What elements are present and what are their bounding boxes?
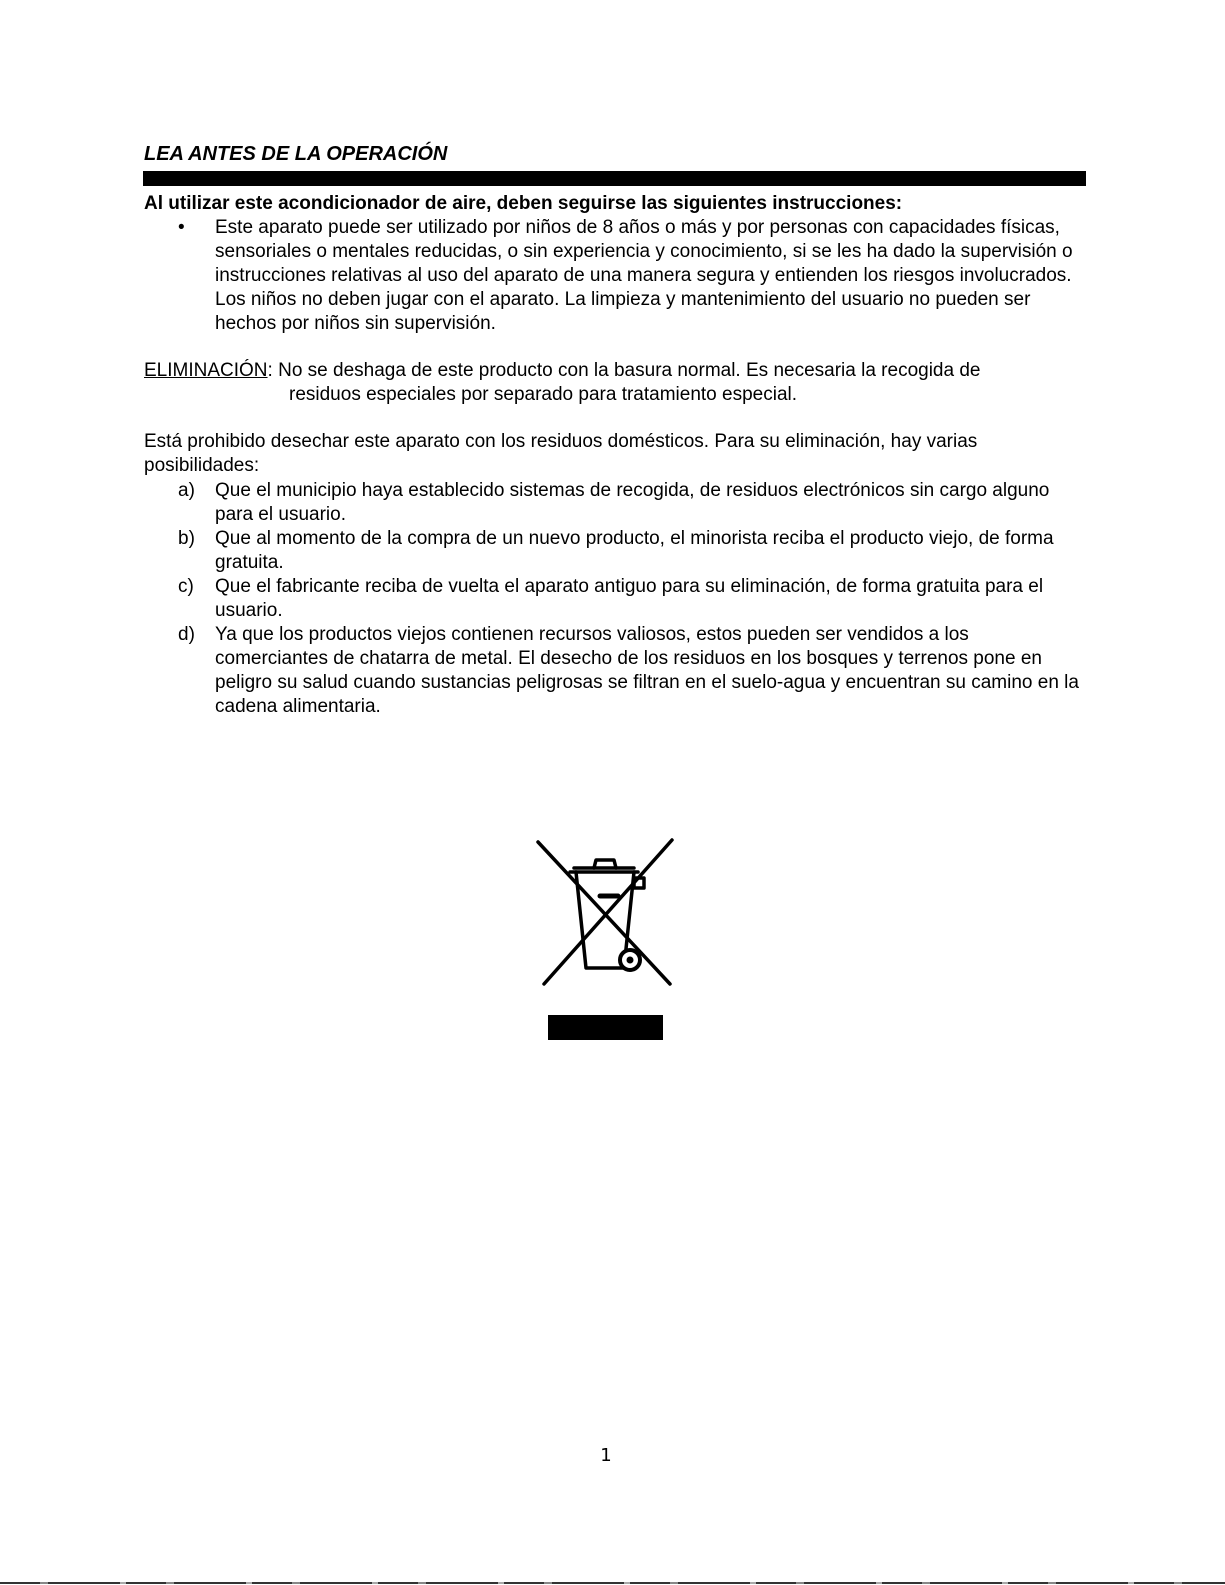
list-item: [144, 216, 1084, 336]
list-item: [144, 623, 1084, 719]
crossed-out-wheelie-bin-icon: [534, 836, 676, 988]
options-list: [144, 479, 1084, 719]
list-item: [144, 479, 1084, 527]
option-letter: c): [178, 576, 194, 597]
option-letter: d): [178, 624, 195, 645]
bullet-icon: •: [178, 217, 185, 238]
header-rule: [143, 171, 1086, 186]
prohibited-paragraph: Está prohibido desechar este aparato con los residuos domésticos. Para su eliminación, hay varias posibilidades:: [144, 431, 978, 476]
option-letter: a): [178, 480, 195, 501]
list-item-text: Este aparato puede ser utilizado por niños de 8 años o más y por personas con capacidades físicas, sensoriales o mentales reducidas, o sin experiencia y conocimiento, si se les ha dado la supervisión o instrucciones relativas al uso del aparato de una manera segura y entienden los riesgos involucrados. Los niños no deben jugar con el aparato. La limpieza y mantenimiento del usuario no pueden ser hechos por niños sin supervisión.: [215, 217, 1073, 334]
disposal-text-line1: No se deshaga de este producto con la basura normal. Es necesaria la recogida de: [272, 360, 981, 381]
option-text: Ya que los productos viejos contienen recursos valiosos, estos pueden ser vendidos a los comerciantes de chatarra de metal. El desecho de los residuos en los bosques y terrenos pone en peligro su salud cuando sustancias peligrosas se filtran en el suelo-agua y encuentran su camino en la cadena alimentaria.: [215, 624, 1079, 717]
option-text: Que el fabricante reciba de vuelta el aparato antiguo para su eliminación, de forma gratuita para el usuario.: [215, 576, 1044, 621]
page-title: LEA ANTES DE LA OPERACIÓN: [144, 143, 448, 165]
list-item: [144, 527, 1084, 575]
weee-marking-bar: [548, 1015, 663, 1040]
list-item: [144, 575, 1084, 623]
disposal-text-line2: residuos especiales por separado para tratamiento especial.: [289, 384, 798, 405]
disposal-separator: :: [267, 360, 273, 381]
page-number: 1: [600, 1445, 612, 1466]
option-text: Que al momento de la compra de un nuevo producto, el minorista reciba el producto viejo, de forma gratuita.: [215, 528, 1054, 573]
option-letter: b): [178, 528, 195, 549]
intro-heading: Al utilizar este acondicionador de aire, deben seguirse las siguientes instrucciones:: [144, 193, 903, 214]
option-text: Que el municipio haya establecido sistemas de recogida, de residuos electrónicos sin cargo alguno para el usuario.: [215, 480, 1050, 525]
disposal-paragraph: [144, 359, 1084, 407]
disposal-label: ELIMINACIÓN: [144, 360, 268, 381]
scan-edge: [0, 1582, 1225, 1584]
instructions-list: [144, 216, 1084, 336]
